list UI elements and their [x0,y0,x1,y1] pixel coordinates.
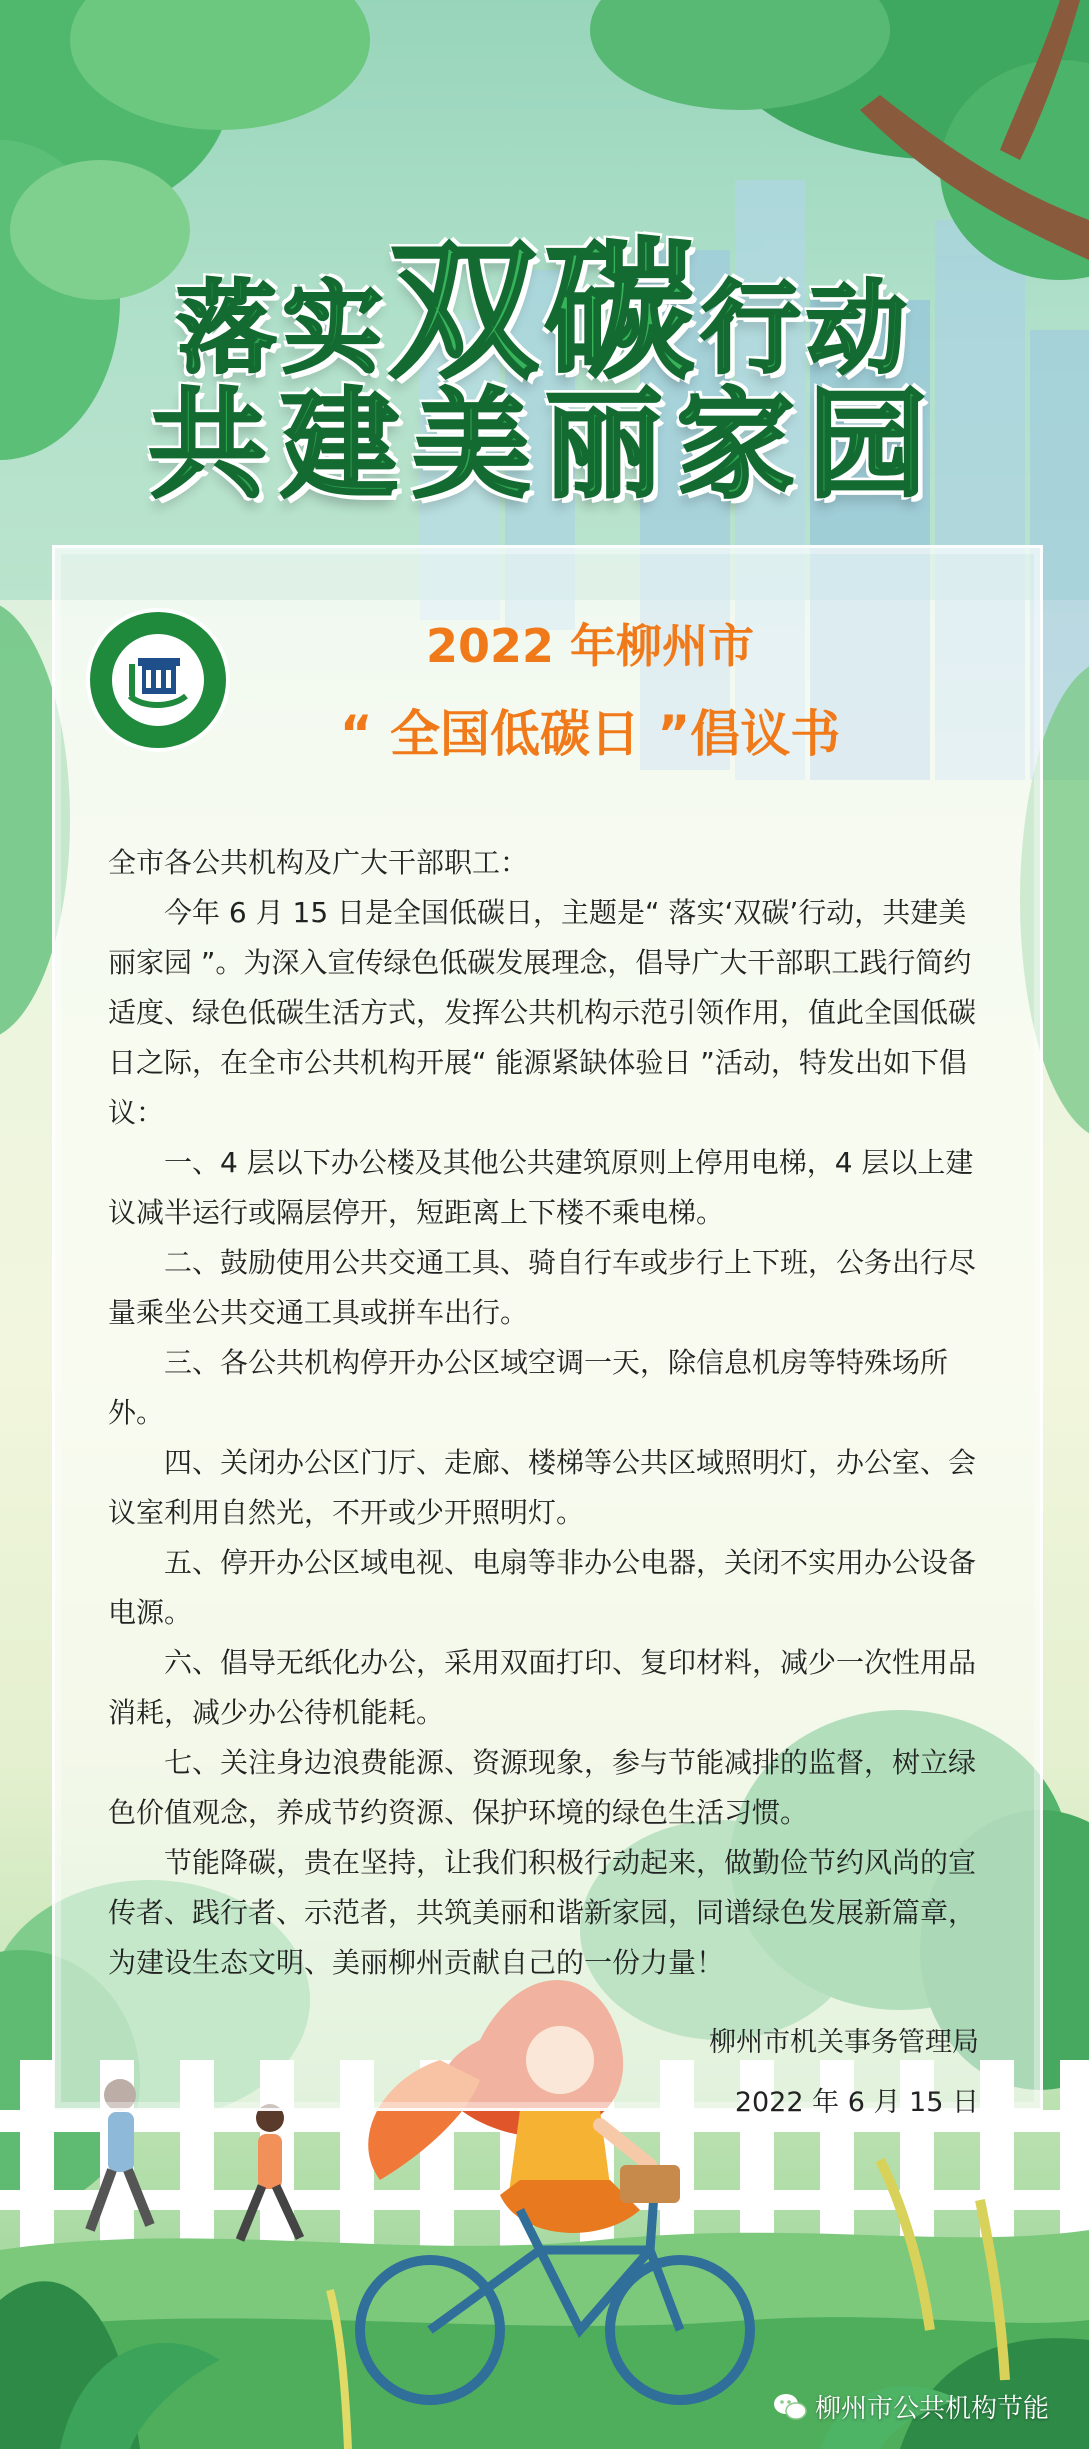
headline-char: 行 [700,270,807,387]
paragraph-item-3: 三、各公共机构停开办公区域空调一天，除信息机房等特殊场所外。 [108,1346,949,1429]
headline-char: 碳 [544,225,701,399]
paragraph-item-4: 四、关闭办公区门厅、走廊、楼梯等公共区域照明灯，办公室、会议室利用自然光，不开或少开照明灯。 [108,1446,977,1529]
building-icon [112,634,204,726]
headline-line-2 [0,350,1089,520]
paragraph-item-5: 五、停开办公区域电视、电扇等非办公电器，关闭不实用办公设备电源。 [108,1546,977,1629]
headline-char: 共 [148,376,281,514]
headline-char: 丽 [544,376,677,514]
paragraph-intro: 今年 6 月 15 日是全国低碳日，主题是“ 落实‘双碳’行动，共建美丽家园 ”。为深入宣传绿色低碳发展理念，倡导广大干部职工践行简约适度、绿色低碳生活方式，发挥公共机构示范引领作用，值此全国低碳日之际，在全市公共机构开展“ 能源紧缺体验日 ”活动，特发出如下倡议： [108,896,977,1129]
letter-title-year: 2022 年柳州市 [425,619,755,673]
watermark-text: 柳州市公共机构节能 [814,2394,1049,2424]
headline-char: 双 [388,225,545,399]
logo-emblem [112,634,204,726]
paragraph-item-2: 二、鼓励使用公共交通工具、骑自行车或步行上下班，公务出行尽量乘坐公共交通工具或拼车出行。 [108,1246,977,1329]
headline-char: 建 [280,376,413,514]
paragraph-item-6: 六、倡导无纸化办公，采用双面打印、复印材料，减少一次性用品消耗，减少办公待机能耗。 [108,1646,977,1729]
headline-char: 落 [176,270,283,387]
headline-char: 家 [676,376,809,514]
letter-body [108,838,988,1988]
headline-char: 美 [412,376,545,514]
organization-logo [90,612,226,748]
headline-char: 实 [282,270,389,387]
signature-date: 2022 年 6 月 15 日 [734,2087,979,2118]
salutation: 全市各公共机构及广大干部职工： [108,846,529,879]
letter-title: “ 全国低碳日 ”倡议书 [339,705,841,763]
wechat-icon [773,2392,807,2422]
signature-organization: 柳州市机关事务管理局 [709,2027,979,2058]
headline-char: 动 [806,270,913,387]
headline-char: 园 [808,376,941,514]
paragraph-item-1: 一、4 层以下办公楼及其他公共建筑原则上停用电梯，4 层以上建议减半运行或隔层停开，短距离上下楼不乘电梯。 [108,1146,974,1229]
wechat-watermark [773,2388,1049,2425]
paragraph-closing: 节能降碳，贵在坚持，让我们积极行动起来，做勤俭节约风尚的宣传者、践行者、示范者，共筑美丽和谐新家园，同谱绿色发展新篇章，为建设生态文明、美丽柳州贡献自己的一份力量！ [108,1846,977,1979]
paragraph-item-7: 七、关注身边浪费能源、资源现象，参与节能减排的监督，树立绿色价值观念，养成节约资源、保护环境的绿色生活习惯。 [108,1746,977,1829]
